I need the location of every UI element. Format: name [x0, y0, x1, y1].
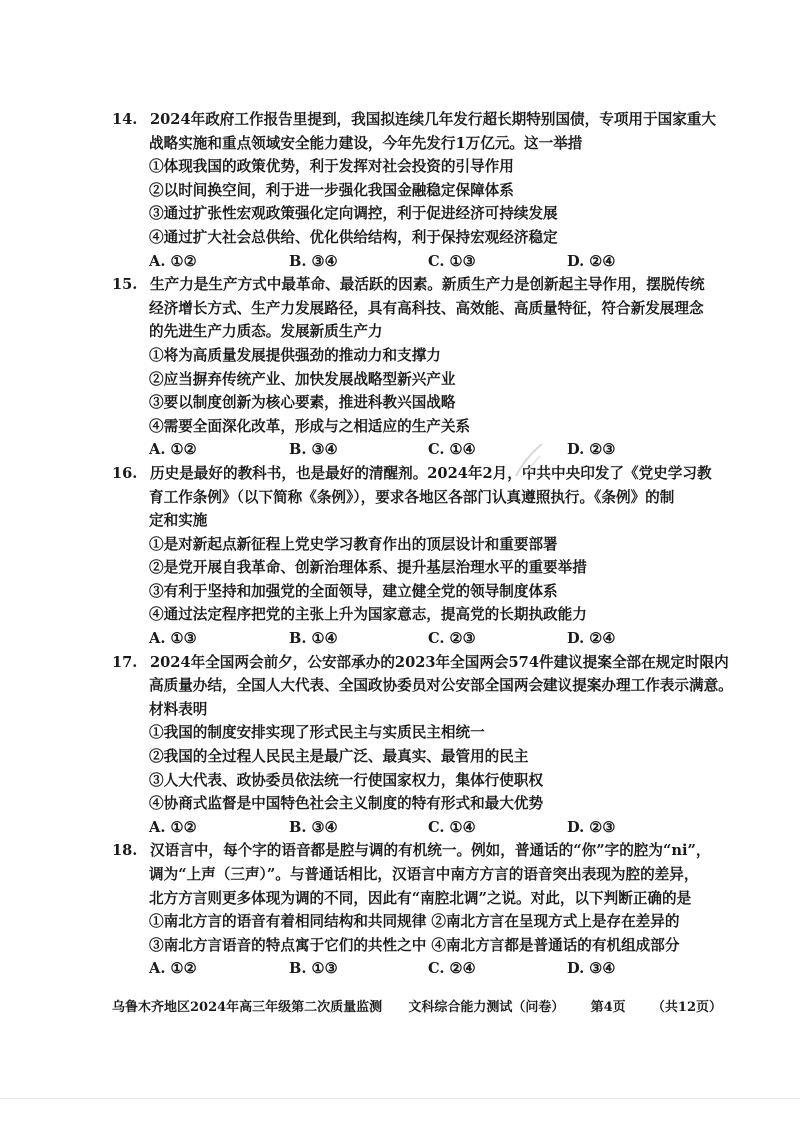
statement-option: ③通过扩张性宏观政策强化定向调控，利于促进经济可持续发展	[149, 205, 558, 223]
footer-subject: 文科综合能力测试（问卷）	[408, 1000, 565, 1015]
question-number: 15.	[112, 276, 138, 294]
statement-option: ③有利于坚持和加强党的全面领导，建立健全党的领导制度体系	[149, 582, 558, 600]
stem-text: 2024年全国两会前夕，公安部承办的2023年全国两会574件建议提案全部在规定时限内	[150, 653, 729, 671]
scan-blemish-icon	[512, 440, 548, 480]
answer-choices	[0, 627, 800, 651]
choice-a: A. ①②	[149, 252, 197, 270]
question-stem-line	[0, 273, 800, 297]
statement-option: ②是党开展自我革命、创新治理体系、提升基层治理水平的重要举措	[149, 559, 587, 577]
question-stem-line	[0, 108, 800, 132]
question-stem-line: 的先进生产力质态。发展新质生产力	[149, 323, 383, 341]
choice-d: D. ③④	[567, 960, 616, 978]
question-list	[0, 108, 800, 981]
answer-choices	[0, 816, 800, 840]
question-stem-line: 调为“上声（三声）”。与普通话相比，汉语言中南方方言的语音突出表现为腔的差异，	[149, 866, 699, 883]
footer-page-number: 第4页	[590, 1000, 626, 1015]
stem-text: 2024年政府工作报告里提到，我国拟连续几年发行超长期特别国债，专项用于国家重大	[150, 111, 716, 128]
choice-a: A. ①②	[149, 441, 197, 459]
statement-option: ①将为高质量发展提供强劲的推动力和支撑力	[149, 346, 441, 364]
stem-text: 历史是最好的教科书，也是最好的清醒剂。2024年2月，中共中央印发了《党史学习教	[150, 464, 712, 482]
question-stem-line: 定和实施	[149, 512, 208, 530]
question-stem-line	[0, 651, 800, 675]
answer-choices	[0, 438, 800, 462]
choice-d: D. ②③	[567, 818, 616, 836]
stem-text: 生产力是生产方式中最革命、最活跃的因素。新质生产力是创新起主导作用，摆脱传统	[150, 276, 705, 294]
choice-c: C. ②③	[428, 630, 476, 648]
question-stem-line: 经济增长方式、生产力发展路径，具有高科技、高效能、高质量特征，符合新发展理念	[149, 299, 704, 317]
footer-total-pages: （共12页）	[651, 1000, 722, 1015]
question-number: 16.	[112, 464, 138, 482]
statement-option: ④协商式监督是中国特色社会主义制度的特有形式和最大优势	[149, 795, 544, 813]
footer-exam-name: 乌鲁木齐地区2024年高三年级第二次质量监测	[112, 1000, 383, 1015]
choice-a: A. ①③	[149, 630, 197, 648]
choice-d: D. ②④	[567, 630, 616, 648]
question-stem-line: 北方方言则更多体现为调的不同，因此有“南腔北调”之说。对此，以下判断正确的是	[149, 889, 692, 907]
statement-option: ①南北方言的语音有着相同结构和共同规律 ②南北方言在呈现方式上是存在差异的	[149, 913, 680, 931]
statement-option: ③南北方言语音的特点寓于它们的共性之中 ④南北方言都是普通话的有机组成部分	[149, 936, 680, 954]
scan-edge-divider	[0, 1098, 800, 1099]
question-number: 18.	[112, 842, 138, 860]
statement-option: ②应当摒弃传统产业、加快发展战略型新兴产业	[149, 370, 456, 388]
page-footer	[112, 996, 722, 1015]
question-number: 14.	[112, 111, 138, 128]
question-17	[0, 651, 800, 840]
question-stem-line: 育工作条例》（以下简称《条例》），要求各地区各部门认真遵照执行。《条例》的制	[149, 488, 675, 506]
question-stem-line	[0, 839, 800, 863]
choice-d: D. ②④	[567, 252, 616, 270]
choice-a: A. ①②	[149, 960, 197, 978]
choice-a: A. ①②	[149, 818, 197, 836]
question-stem-line: 战略实施和重点领域安全能力建设，今年先发行1万亿元。这一举措	[149, 134, 583, 152]
choice-b: B. ③④	[289, 441, 338, 459]
choice-b: B. ①③	[289, 960, 338, 978]
question-stem-line: 高质量办结，全国人大代表、全国政协委员对公安部全国两会建议提案办理工作表示满意。	[149, 677, 733, 695]
question-stem-line: 材料表明	[149, 700, 208, 718]
statement-option: ①是对新起点新征程上党史学习教育作出的顶层设计和重要部署	[149, 535, 558, 553]
question-18	[0, 839, 800, 981]
statement-option: ③要以制度创新为核心要素，推进科教兴国战略	[149, 394, 456, 412]
choice-b: B. ③④	[289, 252, 338, 270]
choice-c: C. ②④	[428, 960, 476, 978]
choice-c: C. ①④	[428, 818, 476, 836]
question-stem-line	[0, 462, 800, 486]
choice-c: C. ①③	[428, 252, 476, 270]
question-number: 17.	[112, 653, 138, 671]
answer-choices	[0, 957, 800, 981]
statement-option: ①我国的制度安排实现了形式民主与实质民主相统一	[149, 724, 485, 742]
statement-option: ④通过法定程序把党的主张上升为国家意志，提高党的长期执政能力	[149, 606, 587, 624]
stem-text: 汉语言中，每个字的语音都是腔与调的有机统一。例如，普通话的“你”字的腔为“ni”，	[150, 842, 711, 860]
answer-choices	[0, 250, 800, 274]
statement-option: ④需要全面深化改革，形成与之相适应的生产关系	[149, 417, 471, 435]
choice-c: C. ①④	[428, 441, 476, 459]
statement-option: ②以时间换空间，利于进一步强化我国金融稳定保障体系	[149, 181, 514, 199]
question-15	[0, 273, 800, 462]
statement-option: ①体现我国的政策优势，利于发挥对社会投资的引导作用	[149, 158, 514, 176]
choice-b: B. ③④	[289, 818, 338, 836]
statement-option: ④通过扩大社会总供给、优化供给结构，利于保持宏观经济稳定	[149, 228, 558, 246]
choice-b: B. ①④	[289, 630, 338, 648]
question-16	[0, 462, 800, 651]
statement-option: ③人大代表、政协委员依法统一行使国家权力，集体行使职权	[149, 771, 544, 789]
question-14	[0, 108, 800, 273]
statement-option: ②我国的全过程人民民主是最广泛、最真实、最管用的民主	[149, 748, 529, 766]
choice-d: D. ②③	[567, 441, 616, 459]
